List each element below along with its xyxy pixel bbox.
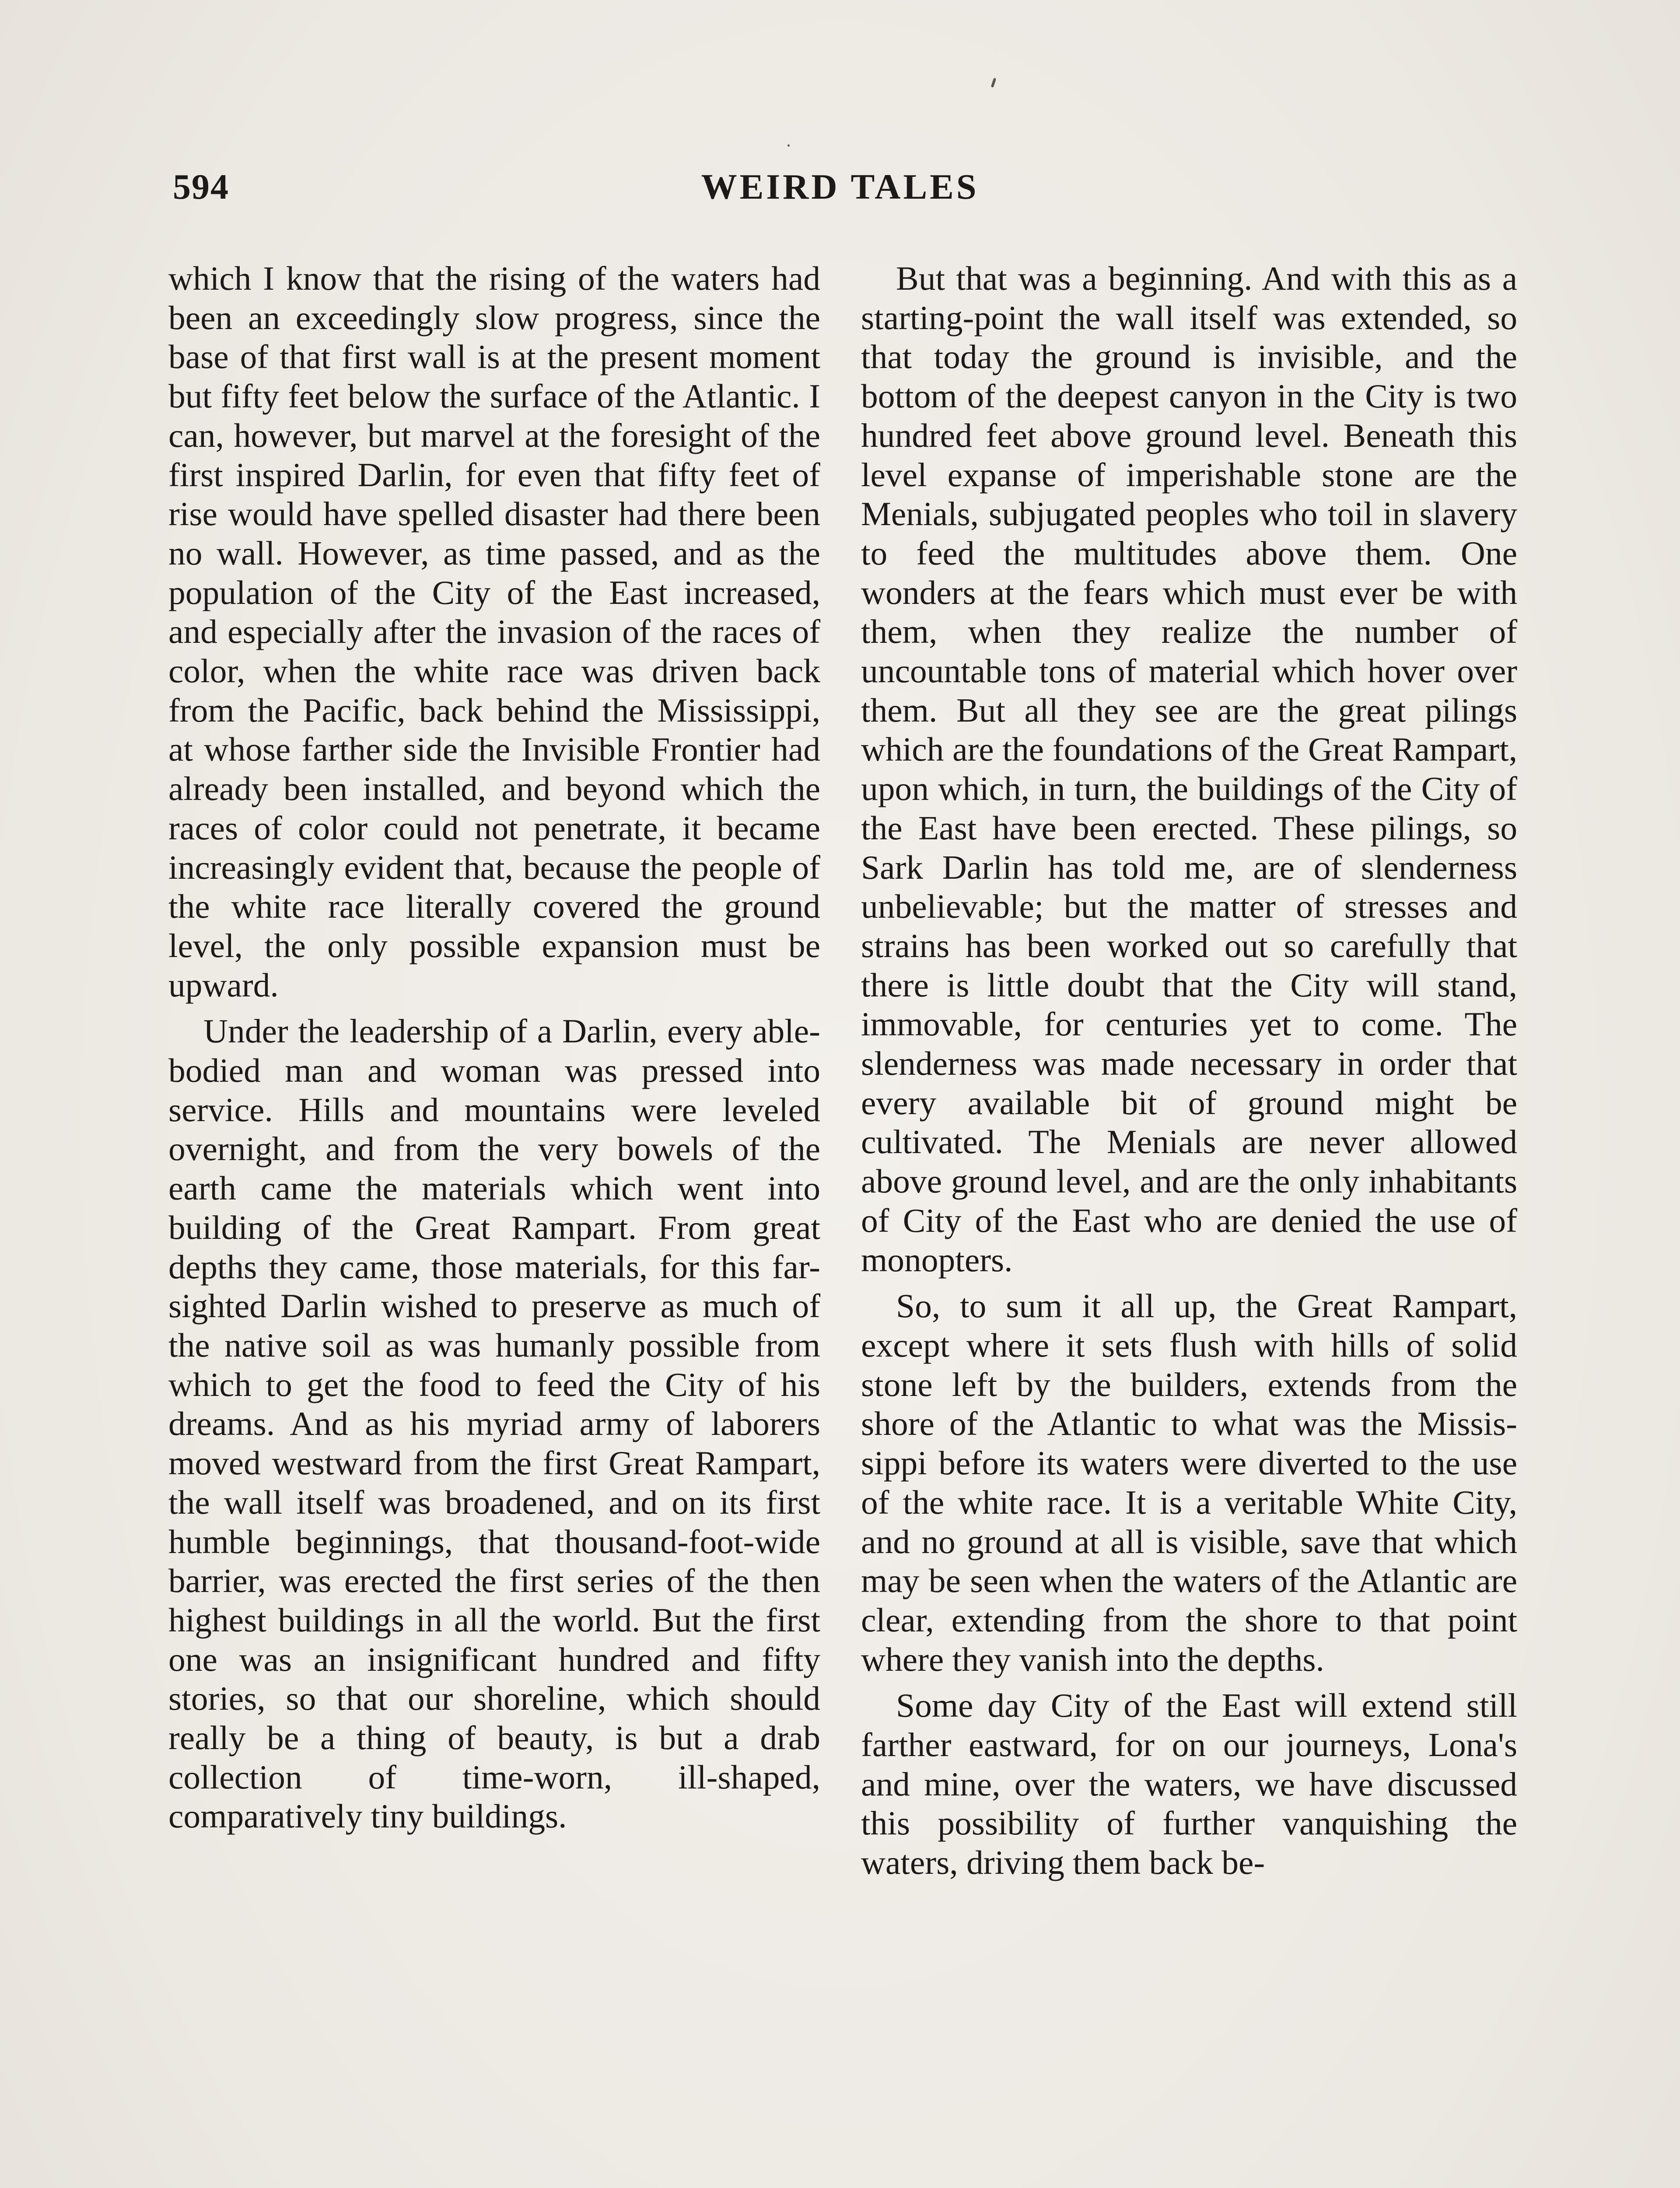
paper-speck [991,78,997,88]
paragraph: Under the leadership of a Darlin, every able-bodied man and woman was pressed into service. Hills and mountains were leveled overnight, and from the very bowels of the earth came the materials which went into building of the Great Rampart. From great depths they came, those materials, for this far-sighted Darlin wished to preserve as much of the native soil as was humanly possible from which to get the food to feed the City of his dreams. And as his myriad army of laborers moved westward from the first Great Rampart, the wall itself was broadened, and on its first humble beginnings, that thousand-foot-wide barrier, was erected the first series of the then highest buildings in all the world. But the first one was an insignificant hundred and fifty stories, so that our shoreline, which should really be a thing of beauty, is but a drab collection of time-worn, ill-shaped, comparatively tiny buildings. [168,1012,820,1835]
paragraph: Some day City of the East will extend still farther eastward, for on our journeys, Lona's and mine, over the waters, we have discussed this possibility of further vanquishing the waters, driving them back be- [861,1687,1517,1882]
right-column [861,259,1517,1883]
paragraph: But that was a beginning. And with this as a starting-point the wall itself was extended, so that today the ground is invisible, and the bottom of the deepest canyon in the City is two hundred feet above ground level. Beneath this level expanse of imperishable stone are the Menials, subjugated peoples who toil in slavery to feed the multitudes above them. One wonders at the fears which must ever be with them, when they realize the number of uncountable tons of material which hover over them. But all they see are the great pilings which are the foundations of the Great Rampart, upon which, in turn, the buildings of the City of the East have been erected. These pilings, so Sark Darlin has told me, are of slenderness unbelievable; but the matter of stresses and strains has been worked out so carefully that there is little doubt that the City will stand, immovable, for centuries yet to come. The slenderness was made necessary in order that every available bit of ground might be cultivated. The Menials are never allowed above ground level, and are the only inhabitants of City of the East who are denied the use of monopters. [861,259,1517,1279]
running-head: WEIRD TALES [701,167,979,207]
paragraph: which I know that the rising of the waters had been an exceedingly slow progress, since the base of that first wall is at the present moment but fifty feet below the surface of the Atlantic. I can, however, but marvel at the foresight of the first inspired Darlin, for even that fifty feet of rise would have spelled disaster had there been no wall. However, as time passed, and as the population of the City of the East increased, and especially after the invasion of the races of color, when the white race was driven back from the Pacific, back behind the Mississippi, at whose farther side the Invisible Frontier had already been installed, and beyond which the races of color could not penetrate, it became increasingly evident that, because the people of the white race literally covered the ground level, the only possible expansion must be upward. [168,259,820,1004]
page-header [0,166,1680,219]
paragraph: So, to sum it all up, the Great Rampart, except where it sets flush with hills of solid stone left by the builders, extends from the shore of the Atlantic to what was the Missis-sippi before its waters were diverted to the use of the white race. It is a veritable White City, and no ground at all is visible, save that which may be seen when the waters of the Atlantic are clear, extending from the shore to that point where they vanish into the depths. [861,1287,1517,1678]
left-column [168,259,820,1836]
page-number: 594 [173,167,229,207]
paper-speck [788,144,790,147]
